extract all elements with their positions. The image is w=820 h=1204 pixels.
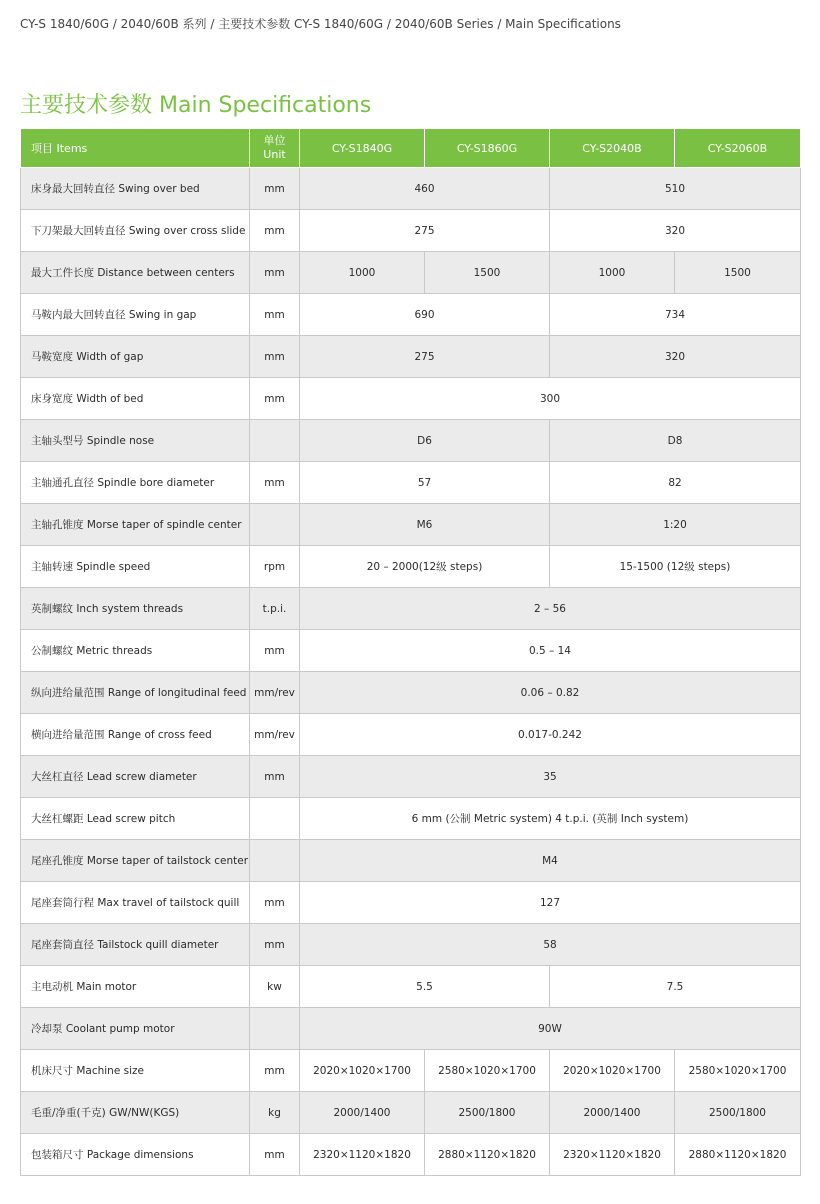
- row-value: 2000/1400: [550, 1092, 675, 1134]
- row-value: 320: [550, 336, 801, 378]
- row-value: 6 mm (公制 Metric system) 4 t.p.i. (英制 Inch system): [300, 798, 801, 840]
- row-unit: [250, 504, 300, 546]
- row-unit: mm: [250, 882, 300, 924]
- row-unit: mm/rev: [250, 672, 300, 714]
- table-header-row: [21, 129, 801, 168]
- row-item-label: 床身宽度 Width of bed: [21, 378, 250, 420]
- table-row: [21, 462, 801, 504]
- row-item-label: 纵向进给量范围 Range of longitudinal feed: [21, 672, 250, 714]
- table-row: [21, 630, 801, 672]
- row-unit: t.p.i.: [250, 588, 300, 630]
- row-value: 2320×1120×1820: [550, 1134, 675, 1176]
- page-title: 主要技术参数 Main Specifications: [20, 93, 372, 118]
- row-value: 2880×1120×1820: [425, 1134, 550, 1176]
- row-item-label: 大丝杠螺距 Lead screw pitch: [21, 798, 250, 840]
- row-value: 734: [550, 294, 801, 336]
- row-unit: [250, 1008, 300, 1050]
- row-value: 2880×1120×1820: [675, 1134, 801, 1176]
- row-value: D8: [550, 420, 801, 462]
- table-row: [21, 1092, 801, 1134]
- row-unit: mm: [250, 1134, 300, 1176]
- row-value: 510: [550, 168, 801, 210]
- row-item-label: 主电动机 Main motor: [21, 966, 250, 1008]
- header-items: 项目 Items: [21, 129, 250, 168]
- header-unit: [250, 129, 300, 168]
- row-value: 20 – 2000(12级 steps): [300, 546, 550, 588]
- row-value: 0.06 – 0.82: [300, 672, 801, 714]
- row-value: 5.5: [300, 966, 550, 1008]
- row-value: 7.5: [550, 966, 801, 1008]
- row-unit: [250, 840, 300, 882]
- row-value: 2580×1020×1700: [425, 1050, 550, 1092]
- table-row: [21, 672, 801, 714]
- table-row: [21, 420, 801, 462]
- row-value: 90W: [300, 1008, 801, 1050]
- row-unit: mm: [250, 378, 300, 420]
- row-unit: mm: [250, 462, 300, 504]
- row-value: 15-1500 (12级 steps): [550, 546, 801, 588]
- table-row: [21, 378, 801, 420]
- header-model-4: CY-S2060B: [675, 129, 801, 168]
- header-model-3: CY-S2040B: [550, 129, 675, 168]
- row-value: 0.5 – 14: [300, 630, 801, 672]
- row-value: 2500/1800: [425, 1092, 550, 1134]
- row-unit: kw: [250, 966, 300, 1008]
- row-value: 2320×1120×1820: [300, 1134, 425, 1176]
- row-value: D6: [300, 420, 550, 462]
- specifications-table: [20, 128, 801, 1176]
- table-row: [21, 504, 801, 546]
- row-value: 35: [300, 756, 801, 798]
- row-value: 2020×1020×1700: [550, 1050, 675, 1092]
- row-value: 690: [300, 294, 550, 336]
- row-unit: mm: [250, 1050, 300, 1092]
- row-item-label: 主轴通孔直径 Spindle bore diameter: [21, 462, 250, 504]
- row-item-label: 马鞍宽度 Width of gap: [21, 336, 250, 378]
- table-row: [21, 924, 801, 966]
- row-value: 82: [550, 462, 801, 504]
- table-row: [21, 714, 801, 756]
- table-body: [21, 168, 801, 1176]
- row-item-label: 主轴孔锥度 Morse taper of spindle center: [21, 504, 250, 546]
- row-item-label: 马鞍内最大回转直径 Swing in gap: [21, 294, 250, 336]
- table-row: [21, 756, 801, 798]
- row-value: 275: [300, 336, 550, 378]
- row-value: 300: [300, 378, 801, 420]
- row-value: 127: [300, 882, 801, 924]
- row-unit: mm: [250, 630, 300, 672]
- row-value: 0.017-0.242: [300, 714, 801, 756]
- table-row: [21, 1134, 801, 1176]
- table-row: [21, 336, 801, 378]
- row-value: 2020×1020×1700: [300, 1050, 425, 1092]
- row-value: 2000/1400: [300, 1092, 425, 1134]
- row-value: 275: [300, 210, 550, 252]
- row-unit: mm: [250, 210, 300, 252]
- row-item-label: 英制螺纹 Inch system threads: [21, 588, 250, 630]
- row-value: M4: [300, 840, 801, 882]
- table-row: [21, 588, 801, 630]
- row-unit: [250, 798, 300, 840]
- table-row: [21, 294, 801, 336]
- table-row: [21, 882, 801, 924]
- table-row: [21, 252, 801, 294]
- row-unit: [250, 420, 300, 462]
- row-unit: mm: [250, 756, 300, 798]
- header-unit-en: Unit: [263, 148, 286, 161]
- row-value: 2580×1020×1700: [675, 1050, 801, 1092]
- row-value: 1500: [675, 252, 801, 294]
- row-item-label: 横向进给量范围 Range of cross feed: [21, 714, 250, 756]
- row-item-label: 公制螺纹 Metric threads: [21, 630, 250, 672]
- row-item-label: 尾座孔锥度 Morse taper of tailstock center: [21, 840, 250, 882]
- row-unit: mm/rev: [250, 714, 300, 756]
- header-unit-cn: 单位: [263, 134, 286, 147]
- row-value: 58: [300, 924, 801, 966]
- row-item-label: 包装箱尺寸 Package dimensions: [21, 1134, 250, 1176]
- row-value: M6: [300, 504, 550, 546]
- row-value: 460: [300, 168, 550, 210]
- row-value: 320: [550, 210, 801, 252]
- row-item-label: 冷却泵 Coolant pump motor: [21, 1008, 250, 1050]
- row-unit: mm: [250, 924, 300, 966]
- header-model-2: CY-S1860G: [425, 129, 550, 168]
- row-item-label: 主轴转速 Spindle speed: [21, 546, 250, 588]
- row-unit: kg: [250, 1092, 300, 1134]
- row-value: 1:20: [550, 504, 801, 546]
- table-row: [21, 1050, 801, 1092]
- row-unit: mm: [250, 294, 300, 336]
- table-row: [21, 840, 801, 882]
- header-model-1: CY-S1840G: [300, 129, 425, 168]
- row-item-label: 毛重/净重(千克) GW/NW(KGS): [21, 1092, 250, 1134]
- table-row: [21, 210, 801, 252]
- row-unit: mm: [250, 252, 300, 294]
- table-row: [21, 798, 801, 840]
- row-unit: mm: [250, 168, 300, 210]
- row-value: 1000: [300, 252, 425, 294]
- row-item-label: 下刀架最大回转直径 Swing over cross slide: [21, 210, 250, 252]
- row-unit: rpm: [250, 546, 300, 588]
- row-item-label: 尾座套筒行程 Max travel of tailstock quill: [21, 882, 250, 924]
- row-item-label: 大丝杠直径 Lead screw diameter: [21, 756, 250, 798]
- row-value: 1500: [425, 252, 550, 294]
- row-item-label: 主轴头型号 Spindle nose: [21, 420, 250, 462]
- row-item-label: 床身最大回转直径 Swing over bed: [21, 168, 250, 210]
- row-value: 1000: [550, 252, 675, 294]
- row-unit: mm: [250, 336, 300, 378]
- row-item-label: 尾座套筒直径 Tailstock quill diameter: [21, 924, 250, 966]
- row-item-label: 最大工件长度 Distance between centers: [21, 252, 250, 294]
- table-row: [21, 546, 801, 588]
- row-value: 57: [300, 462, 550, 504]
- row-value: 2500/1800: [675, 1092, 801, 1134]
- row-item-label: 机床尺寸 Machine size: [21, 1050, 250, 1092]
- table-row: [21, 966, 801, 1008]
- row-value: 2 – 56: [300, 588, 801, 630]
- breadcrumb: CY-S 1840/60G / 2040/60B 系列 / 主要技术参数 CY-S 1840/60G / 2040/60B Series / Main Specifications: [20, 17, 621, 31]
- table-row: [21, 1008, 801, 1050]
- table-row: [21, 168, 801, 210]
